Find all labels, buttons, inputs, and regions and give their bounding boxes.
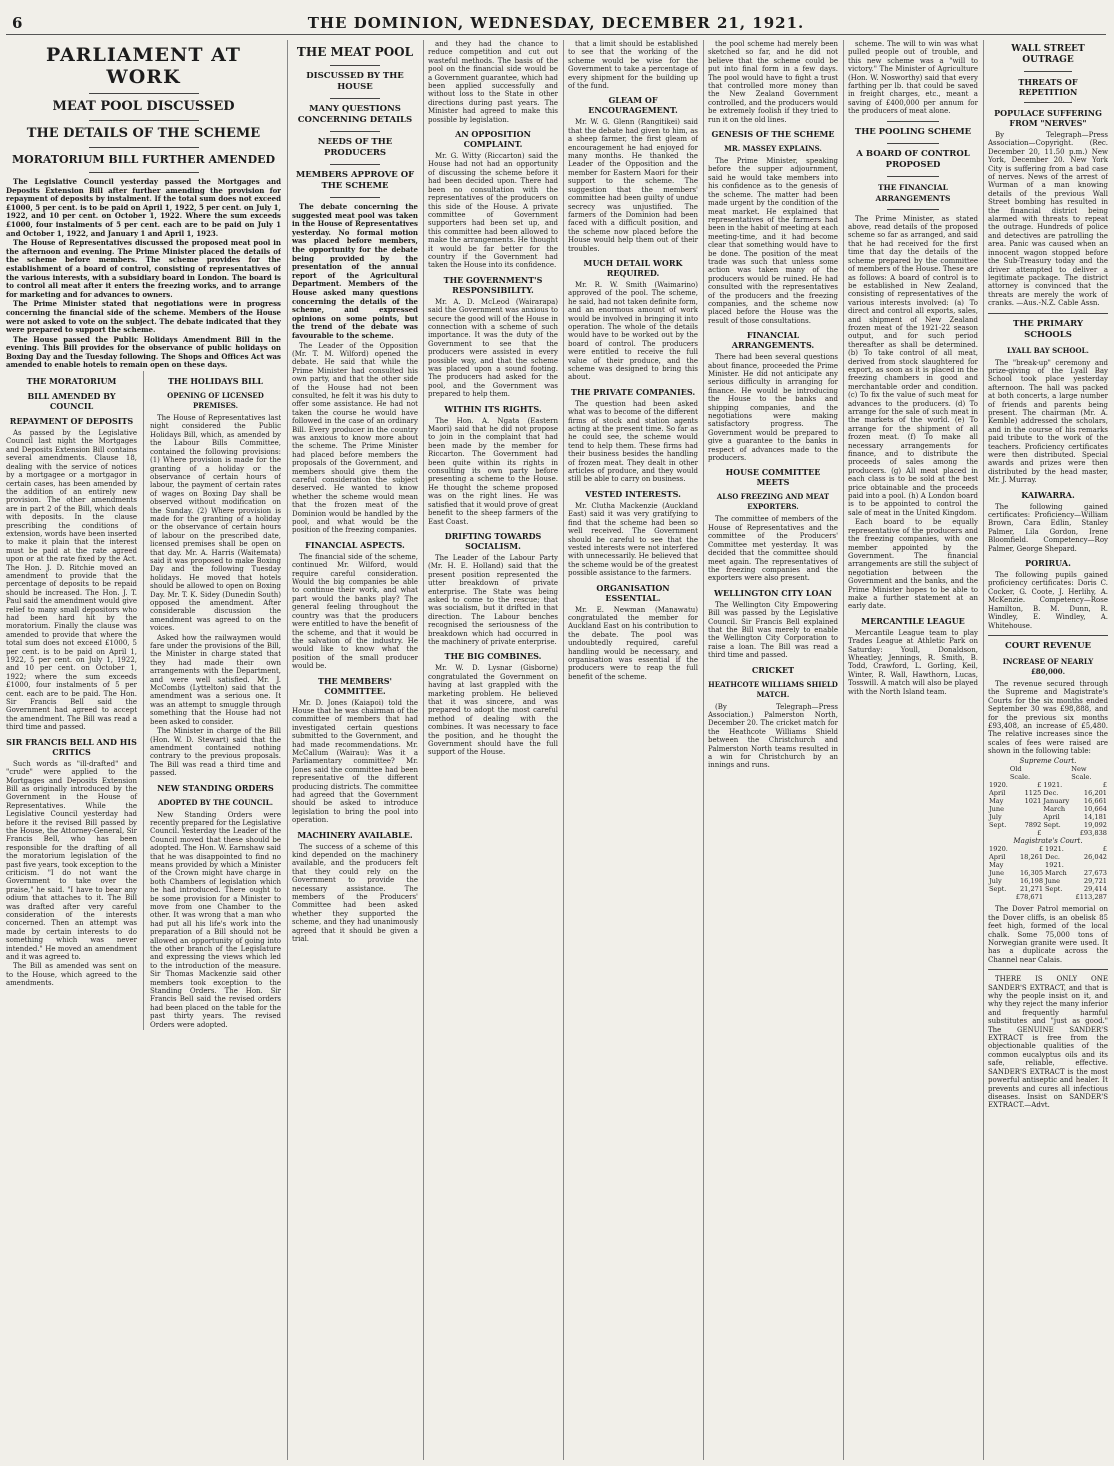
table-cell: June: [1045, 877, 1061, 886]
headline-wall-street: WALL STREET OUTRAGE: [1011, 44, 1085, 65]
table-cell: £93,838: [1079, 828, 1107, 837]
headline-discussed-house: DISCUSSED BY THE HOUSE: [306, 71, 404, 92]
subhead-drifting-socialism: DRIFTING TOWARDS SOCIALISM.: [444, 530, 542, 551]
col7-text-1: The Prime Minister, as stated above, read details of the proposed scheme so far as arranged, and said that he had received for the first time that day the details of the scheme prepared by the committee of members of the House. These are as follows: A board of control is to be established in New Zealand, consisting of representatives of the various interests involved: (a) To direct and control all exports, sales, and shipment of New Zealand frozen meat of the 1921-22 season output, and for such period thereafter as shall be determined. (b) To take control of all meat, derived from stock slaughtered for export, as soon as it is placed in the freezing chambers in good and merchantable order and condition. (c) To fix the value of such meat for advances to the producers. (d) To arrange for the sale of such meat in the markets of the world. (e) To arrange for the shipment of all frozen meat. (f) To make all necessary arrangements for finance, and to distribute the proceeds of sales among the producers. (g) All meat placed in each class is to be sold at the best price obtainable and the proceeds paid into a pool. (h) A London board is to be appointed to control the sale of meat in the United Kingdom.: [848, 214, 978, 517]
page-number: 6: [12, 14, 23, 32]
subhead-adopted-council: ADOPTED BY THE COUNCIL.: [157, 797, 274, 807]
advert-sanders: THERE IS ONLY ONE SANDER'S EXTRACT, and that is why the people insist on it, and why they reject the many inferior and frequently harmful substitutes and "just as good." The GENUINE SANDER'S EXTRACT is free from the objectionable qualities of the common eucalyptus oils and its safe, reliable, effective. SANDER'S EXTRACT is the most powerful antiseptic and healer. It prevents and cures all infectious diseases. Insist on SANDER'S EXTRACT.—Advt.: [988, 975, 1108, 1110]
subhead-standing-orders: NEW STANDING ORDERS: [157, 782, 274, 793]
table-cell: 27,673: [1083, 869, 1107, 878]
subhead-lyall-bay: LYALL BAY SCHOOL.: [1007, 345, 1089, 355]
subhead-wellington-loan: WELLINGTON CITY LOAN: [714, 587, 832, 598]
column-8: [988, 40, 1108, 1460]
headline-court-revenue: COURT REVENUE: [1004, 640, 1092, 651]
col8-text-1: By Telegraph—Press Association—Copyright. (Rec. December 20, 11.50 p.m.) New York, December 20. New York City is suffering from a bad case of nerves. News of the arrest of Wurman of a man knowing details of the previous Wall Street bombing has resulted in the financial district being alarmed with threats to repeat the outrage. Hundreds of police and detectives are patrolling the area. Panic was caused when an innocent wagon stopped before the Sub-Treasury today and the driver attempted to deliver a legitimate package. The district attorney is convinced that the threats are merely the work of cranks. —Aus.-N.Z. Cable Assn.: [988, 131, 1108, 308]
table-cell: 1921.: [1045, 861, 1064, 870]
table-row: [988, 861, 1108, 869]
article-standing-orders-text: New Standing Orders were recently prepared for the Legislative Council. Yesterday the Leader of the Council moved that these should be adopted. The Hon. W. Earnshaw said that he was disappointed to find no means provided by which a Minister of the Crown might have charge in both Chambers of legislation which he had introduced. There ought to be some provision for a Minister to move from one Chamber to the other. It was wrong that a man who had put all his life's work into the preparation of a Bill should not be allowed an opportunity of going into the other branch of the Legislature and expressing the views which led to the introduction of the measure. Sir Thomas Mackenzie said other members took exception to the Standing Orders. The Hon. Sir Francis Bell said the revised orders had been placed on the table for the past thirty years. The revised Orders were adopted.: [150, 810, 281, 1029]
magistrate-court-table: [988, 845, 1108, 901]
table-header-cell: New Scale.: [1071, 764, 1092, 781]
table-cell: Sept.: [1043, 820, 1061, 829]
col6-text-0: the pool scheme had merely been sketched so far, and he did not believe that the scheme could be put into final form in a few days. The pool would have to fight a trust that controlled more money than the New Zealand Government controlled, and the producers would be extremely foolish if they tried to run it on the old lines.: [708, 40, 838, 124]
subhead-members-committee: THE MEMBERS' COMMITTEE.: [318, 675, 392, 696]
headline-pooling-scheme: THE POOLING SCHEME: [854, 126, 972, 137]
headline-parliament: PARLIAMENT AT WORK: [46, 44, 241, 88]
col5-text-2: Mr. R. W. Smith (Waimarino) approved of the pool. The scheme, he said, had not taken definite form, and an enormous amount of work would be involved in bringing it into operation. The whole of the details would have to be worked out by the board of control. The producers were entitled to receive the full value of their produce, and the scheme was designed to bring this about.: [568, 280, 698, 382]
table-header-cell: Old Scale.: [1009, 764, 1031, 781]
col5-text-3: The question had been asked what was to become of the different firms of stock and station agents acting at the present time. So far as he could see, the scheme would tend to help them. These firms had their business besides the handling of frozen meat. They dealt in other articles of produce, and they would still be able to carry on business.: [568, 399, 698, 484]
meat-pool-lead: The debate concerning the suggested meat pool was taken in the House of Representatives yesterday. No formal motion was placed before members, the opportunity for the debate being provided by the presentation of the annual report of the Agricultural Department. Members of the House asked many questions concerning the details of the scheme, and expressed opinions on some points, but the trend of the debate was favourable to the scheme.: [292, 202, 418, 340]
subhead-gleam: GLEAM OF ENCOURAGEMENT.: [588, 95, 678, 116]
table-title-supreme: Supreme Court.: [1019, 756, 1077, 765]
table-row: [988, 829, 1108, 837]
col8-text-3: The following gained certificates: Proficiency—William Brown, Cara Edlin, Stanley Palmer, Lila Gordon, Irene Bloomfield. Competency—Roy Palmer, George Shepard.: [988, 502, 1108, 553]
column-6: [708, 40, 838, 1460]
table-cell: Sept.: [1045, 885, 1063, 894]
table-cell: £: [1037, 828, 1042, 837]
headline-board-control: A BOARD OF CONTROL PROPOSED: [856, 148, 970, 170]
table-header-cell: [1042, 765, 1070, 781]
column-7: [848, 40, 978, 1460]
table-cell: [988, 829, 1009, 837]
table-cell: [988, 893, 1011, 901]
table-cell: £78,671: [1015, 893, 1044, 902]
table-cell: January: [1043, 796, 1070, 805]
table-row: [988, 853, 1108, 861]
table-cell: [1011, 861, 1044, 869]
subhead-porirua: PORIRUA.: [1025, 558, 1071, 569]
masthead-title: THE DOMINION, WEDNESDAY, DECEMBER 21, 1921.: [307, 14, 805, 32]
table-cell: April: [989, 853, 1006, 862]
table-cell: 21,271: [1019, 885, 1044, 894]
lead-paragraph-2: The House of Representatives discussed the proposed meat pool in the afternoon and evening. The Prime Minister placed the details of the scheme before members. The scheme provides for the establishment of a board of control, consisting of representatives of the various interests, with a subsidiary board in London. The board is to control all meat after it enters the freezing works, and to arrange for marketing and for advances to owners.: [6, 238, 281, 299]
table-row: [988, 781, 1108, 789]
meat-pool-text-3: Mr. D. Jones (Kaiapoi) told the House that he was chairman of the committee of members that had investigated certain questions submitted to the Government, and had made recommendations. Mr. McCallum (Wairau): Was it a Parliamentary committee? Mr. Jones said the committee had been representative of the different producing districts. The committee had agreed that the Government should be asked to introduce legislation to bring the pool into operation.: [292, 698, 418, 825]
table-cell: April: [1043, 812, 1060, 821]
article-holidays-text-3: The Minister in charge of the Bill (Hon. W. D. Stewart) said that the amendment contained nothing contrary to the previous proposals. The Bill was read a third time and passed.: [150, 727, 281, 778]
subhead-within-rights: WITHIN ITS RIGHTS.: [444, 403, 542, 414]
col4-text-5: Mr. W. D. Lysnar (Gisborne) congratulated the Government on having at last grappled with the marketing problem. He believed that it was sincere, and was prepared to adopt the most careful method of dealing with the combines. It was necessary to face the position, and he thought the Government should have the full support of the House.: [428, 664, 558, 757]
subhead-detail-work: MUCH DETAIL WORK REQUIRED.: [583, 257, 683, 278]
col8-text-5: The revenue secured through the Supreme and Magistrate's Courts for the six months ended September 30 was £98,888, and for the previous six months £93,408, an increase of £5,480. The relative increases since the scales of fees were raised are shown in the following table:: [988, 679, 1108, 756]
subhead-kaiwarra: KAIWARRA.: [1021, 489, 1075, 500]
table-cell: [1044, 893, 1071, 901]
subhead-massey-explains: MR. MASSEY EXPLAINS.: [724, 144, 822, 154]
table-cell: [1071, 861, 1108, 869]
col8-text-2: The "break-up" ceremony and prize-giving of the Lyall Bay School took place yesterday afternoon. The hall was packed at both concerts, a large number of friends and parents being present. The chairman (Mr. A. Kemble) addressed the scholars, and in the course of his remarks paid tribute to the work of the teachers. Proficiency certificates were then distributed. Special awards and prizes were then distributed by the head master, Mr. J. Murray.: [988, 358, 1108, 485]
col4-text-1: Mr. G. Witty (Riccarton) said the House had not had an opportunity of discussing the scheme before it had been decided upon. There had been no consultation with the representatives of the producers on this side of the House. A private committee of Government supporters had been set up, and this committee had been allowed to make the arrangements. He thought it would be far better for the country if the Government had taken the House into its confidence.: [428, 152, 558, 270]
masthead: [6, 14, 1106, 35]
table-cell: 16,661: [1083, 796, 1107, 805]
col6-text-1: The Prime Minister, speaking before the supper adjournment, said he would take members into his confidence as to the genesis of the scheme. The matter had been made urgent by the condition of the meat market. He explained that representatives of the farmers had been in the habit of meeting at each meeting-time, and it had become clear that something would have to be done. The position of the meat trade was such that unless some action was taken many of the producers would be ruined. He had consulted with the representatives of the producers and the freezing companies, and the scheme now placed before the House was the result of those consultations.: [708, 157, 838, 325]
table-cell: 19,092: [1083, 820, 1107, 829]
table-cell: 16,201: [1083, 788, 1107, 797]
subhead-repayment: REPAYMENT OF DEPOSITS: [9, 416, 134, 427]
table-cell: 16,305: [1019, 869, 1044, 878]
subhead-government-responsibility: THE GOVERNMENT'S RESPONSIBILITY.: [443, 274, 543, 295]
headline-needs-producers: NEEDS OF THE PRODUCERS: [317, 137, 393, 158]
table-cell: June: [989, 869, 1005, 878]
headline-details: THE DETAILS OF THE SCHEME: [26, 126, 261, 141]
column-3: [292, 40, 418, 1460]
subhead-machinery: MACHINERY AVAILABLE.: [297, 829, 413, 840]
col6-text-5: (By Telegraph—Press Association.) Palmerston North, December 20. The cricket match for the Heathcote Williams Shield between the Christchurch and Palmerston North teams resulted in a win for Christchurch by an innings and runs.: [708, 702, 838, 770]
subhead-mercantile-league: MERCANTILE LEAGUE: [861, 615, 965, 626]
headline-meat-pool: THE MEAT POOL: [296, 45, 414, 59]
col5-text-0: that a limit should be established to see that the working of the scheme would be wise for the Government to take a percentage of every shipment for the building up of the fund.: [568, 40, 698, 91]
table-cell: £: [1102, 845, 1107, 854]
col5-text-5: Mr. E. Newman (Manawatu) congratulated the member for Auckland East on his contribution to the debate. The pool was undoubtedly required, careful handling would be necessary, and organisation was essential if the producers were to reap the full benefit of the scheme.: [568, 605, 698, 681]
subhead-cricket: CRICKET: [751, 664, 795, 675]
col6-text-3: The committee of members of the House of Representatives and the committee of the Producers' Committee met yesterday. It was decided that the committee should meet again. The representatives of the freezing companies and the exporters were also present.: [708, 515, 838, 583]
subhead-bill-amended: BILL AMENDED BY COUNCIL: [27, 391, 116, 412]
table-cell: 14,181: [1083, 812, 1107, 821]
subhead-bell-critics: SIR FRANCIS BELL AND HIS CRITICS: [6, 736, 137, 757]
col4-text-4: The Leader of the Labour Party (Mr. H. E. Holland) said that the present position represented the utter breakdown of private enterprise. The State was being asked to come to the rescue; that was socialism, but it drifted in that direction. The Labour benches recognised the seriousness of the breakdown which had occurred in the machinery of private enterprise.: [428, 553, 558, 646]
table-row: [988, 813, 1108, 821]
subhead-holidays-bill: THE HOLIDAYS BILL: [167, 376, 264, 387]
table-cell: Dec.: [1043, 788, 1059, 797]
table-cell: 29,721: [1083, 877, 1107, 886]
table-row: [988, 789, 1108, 797]
subhead-financial-aspects: FINANCIAL ASPECTS.: [305, 539, 405, 550]
table-cell: 10,664: [1083, 804, 1107, 813]
table-row: [988, 797, 1108, 805]
subhead-moratorium: THE MORATORIUM: [26, 376, 117, 387]
table-cell: April: [989, 788, 1006, 797]
col7-text-2: Each board to be equally representative of the producers and the freezing companies, with one member appointed by the Government. The financial arrangements are still the subject of negotiation between the Government and the banks, and the Prime Minister hopes to be able to make a further statement at an early date.: [848, 518, 978, 611]
column-1: [6, 40, 281, 1460]
table-cell: 29,414: [1083, 885, 1107, 894]
headline-meat-pool-discussed: MEAT POOL DISCUSSED: [52, 99, 235, 114]
headline-primary-schools: THE PRIMARY SCHOOLS: [1012, 318, 1084, 340]
table-cell: 1921.: [1045, 845, 1064, 854]
table-cell: £: [1102, 780, 1107, 789]
subhead-vested-interests: VESTED INTERESTS.: [585, 488, 681, 499]
subhead-freezing-exporters: ALSO FREEZING AND MEAT EXPORTERS.: [716, 492, 830, 512]
table-cell: 1125: [1024, 788, 1042, 797]
col4-text-3: The Hon. A. Ngata (Eastern Maori) said that he did not propose to join in the complaint that had been made by the member for Riccarton. The Government had been quite within its rights in consulting its own party before presenting a scheme to the House. He thought the scheme proposed was on the right lines. He was satisfied that it would prove of great benefit to the sheep farmers of the East Coast.: [428, 416, 558, 526]
subhead-private-companies: THE PRIVATE COMPANIES.: [570, 386, 696, 397]
table-header-cell: [988, 765, 1009, 781]
article-holidays-text-2: Asked how the railwaymen would fare under the provisions of the Bill, the Minister in charge stated that they had made their own arrangements with the Department, and were well satisfied. Mr. J. McCombs (Lyttelton) said that the amendment was a serious one. It was an attempt to smuggle through something that the House had not been asked to consider.: [150, 633, 281, 726]
table-cell: Dec.: [1045, 853, 1061, 862]
table-cell: July: [989, 812, 1002, 821]
table-cell: £: [1037, 780, 1042, 789]
table-cell: Sept.: [989, 885, 1007, 894]
col4-text-0: and they had the chance to reduce competition and cut out wasteful methods. The basis of the pool on the financial side would be a Government guarantee, which had been applied successfully and without loss to the State in other directions during past years. The Minister had agreed to make this possible by legislation.: [428, 40, 558, 124]
headline-many-questions: MANY QUESTIONS CONCERNING DETAILS: [297, 104, 413, 125]
lead-paragraph-1: The Legislative Council yesterday passed the Mortgages and Deposits Extension Bill after further amending the provision for repayment of deposits by instalment. If the total sum does not exceed £1000, 5 per cent. is to be paid on April 1, 1922, 5 per cent. on July 1, 1922, and 10 per cent. on October 1, 1922. Where the sum exceeds £1000, four instalments of 5 per cent. each are to be paid on July 1 and October 1, 1922, and January 1 and April 1, 1923.: [6, 177, 281, 238]
table-cell: [1009, 813, 1042, 821]
table-row: [988, 821, 1108, 829]
table-row: [988, 805, 1108, 813]
table-cell: May: [989, 796, 1004, 805]
table-cell: 16,198: [1019, 877, 1044, 886]
table-cell: 18,261: [1019, 853, 1044, 862]
col7-text-0: scheme. The will to win was what pulled people out of trouble, and this new scheme was a "will to victory." The Minister of Agriculture (Hon. W. Nosworthy) said that every farthing per lb. that could be saved in freight charges, etc., meant a saving of £400,000 per annum for the producers of meat alone.: [848, 40, 978, 116]
headline-nerves: POPULACE SUFFERING FROM "NERVES": [994, 108, 1102, 128]
article-bell-text-2: The Bill as amended was sent on to the House, which agreed to the amendments.: [6, 962, 138, 988]
headline-threats: THREATS OF REPETITION: [1018, 77, 1078, 97]
table-cell: Sept.: [989, 820, 1007, 829]
article-moratorium-text: As passed by the Legislative Council last night the Mortgages and Deposits Extension Bill contains several amendments. Clause 18, dealing with the service of notices by a mortgagee or a mortgagor in certain cases, has been amended by the addition of an entirely new provision. The other amendments are in part 2 of the Bill, which deals with deposits. In the clause prescribing the conditions of extension, words have been inserted to make it plain that the interest must be paid at the rate agreed upon or at the rate fixed by the Act. The Hon. J. D. Ritchie moved an amendment to provide that the percentage of deposits to be repaid should be increased. The Hon. J. T. Paul said the amendment would give relief to many small depositors who had been hard hit by the moratorium. Finally the clause was amended to provide that where the total sum does not exceed £1000, 5 per cent. is to be paid on April 1, 1922, 5 per cent. on July 1, 1922, and 10 per cent. on October 1, 1922; where the sum exceeds £1000, four instalments of 5 per cent. each are to be paid. The Hon. Sir Francis Bell said the Government had agreed to accept the amendment. The Bill was read a third time and passed.: [6, 429, 138, 732]
article-bell-text: Such words as "ill-drafted" and "crude" were applied to the Mortgages and Deposits Extension Bill as originally introduced by the Government in the House of Representatives. While the Legislative Council yesterday had before it the revised Bill passed by the House, the Attorney-General, Sir Francis Bell, who has been responsible for the drafting of all the moratorium legislation of the past five years, took exception to the criticism. "I do not want the Government to take over the praise," he said. "I have to bear any odium that attaches to it. The Bill was drafted after very careful consideration of the interests concerned. Then an attempt was made by certain interests to do something which was never intended." He moved an amendment and it was agreed to.: [6, 759, 138, 962]
table-row: [988, 869, 1108, 877]
headline-financial-arrangements: THE FINANCIAL ARRANGEMENTS: [875, 182, 951, 203]
table-row: [988, 893, 1108, 901]
table-cell: March: [1043, 804, 1066, 813]
column-4: [428, 40, 558, 1460]
subhead-licensed-premises: OPENING OF LICENSED PREMISES.: [167, 391, 264, 411]
subhead-increase: INCREASE OF NEARLY £80,000.: [1002, 656, 1094, 676]
table-cell: 1920.: [989, 845, 1008, 854]
lead-paragraph-4: The House passed the Public Holidays Amendment Bill in the evening. This Bill provides for the observance of public holidays on Boxing Day and the Tuesday following. The Shops and Offices Act was amended to enable hotels to remain open on these days.: [6, 334, 281, 370]
table-cell: [1009, 805, 1042, 813]
table-cell: 26,042: [1083, 853, 1107, 862]
article-holidays-text: The House of Representatives last night considered the Public Holidays Bill, which, as amended by the Labour Bills Committee, contained the following provisions: (1) Where provision is made for the granting of a holiday or the observance of certain hours of labour, the payment of certain rates of wages on Boxing Day shall be observed without modification on the Sunday. (2) Where provision is made for the granting of a holiday or the observance of certain hours of labour on the prescribed date, licensed premises shall be open on that day. Mr. A. Harris (Waitemata) said it was proposed to make Boxing Day and the following Tuesday holidays. He moved that hotels should be allowed to open on Boxing Day. Mr. T. K. Sidey (Dunedin South) opposed the amendment. After considerable discussion the amendment was agreed to on the voices.: [150, 414, 281, 633]
table-cell: 1021: [1024, 796, 1042, 805]
headline-moratorium: MORATORIUM BILL FURTHER AMENDED: [11, 153, 276, 166]
subhead-organisation: ORGANISATION ESSENTIAL.: [596, 582, 670, 603]
table-cell: 1920.: [989, 780, 1008, 789]
col5-text-1: Mr. W. G. Glenn (Rangitikei) said that the debate had given to him, as a sheep farmer, the first gleam of encouragement he had enjoyed for many months. He thanked the Leader of the Opposition and the member for Eastern Maori for their support to the scheme. The suggestion that the members' committee had been guilty of undue secrecy was unjustified. The farmers of the Dominion had been faced with a difficult position, and the scheme now placed before the House would help them out of their troubles.: [568, 118, 698, 253]
meat-pool-text-2: The financial side of the scheme, continued Mr. Wilford, would require careful consideration. Would the big companies be able to continue their work, and what part would the banks play? The general feeling throughout the country was that the producers were entitled to have the benefit of the scheme, and that it would be the salvation of the industry. He would like to know what the position of the small producer would be.: [292, 552, 418, 671]
table-row: [988, 885, 1108, 893]
table-title-magistrate: Magistrate's Court.: [1013, 836, 1083, 845]
col8-text-6: The Dover Patrol memorial on the Dover cliffs, is an obelisk 85 feet high, formed of the local chalk. Some 75,000 tons of Norwegian granite were used. It has a duplicate across the Channel near Calais.: [988, 905, 1108, 964]
meat-pool-text-4: The success of a scheme of this kind depended on the machinery available, and the producers felt that they could rely on the Government to provide the necessary assistance. The members of the Producers' Committee had been asked whether they supported the scheme, and they had unanimously agreed that it should be given a trial.: [292, 842, 418, 944]
col8-text-4: The following pupils gained proficiency certificates: Doris C. Cocker, G. Coote, J. Herlihy, A. McKenzie. Competency—Rose Hamilton, B. M. Dunn, R. Windley, E. Windley, A. Whitehouse.: [988, 571, 1108, 630]
table-row: [988, 845, 1108, 853]
subhead-genesis: GENESIS OF THE SCHEME: [711, 129, 835, 140]
col7-text-3: Mercantile League team to play Trades League at Athletic Park on Saturday: Youll, Donaldson, Wheatley, Jennings, R. Smith, B. Todd, Crawford, L. Gorling, Keil, Winter, R. Wall, Hawthorn, Lucas, Tosswill. A match will also be played with the North Island team.: [848, 628, 978, 696]
table-cell: 1921.: [1043, 780, 1063, 789]
lead-paragraph-3: The Prime Minister stated that negotiations were in progress concerning the financial side of the scheme. Members of the House were not asked to vote on the subject. The debate indicated that they were prepared to support the scheme.: [6, 299, 281, 335]
table-row: [988, 877, 1108, 885]
table-cell: £: [1038, 845, 1044, 854]
table-cell: May: [989, 861, 1004, 870]
table-cell: [1042, 829, 1070, 837]
table-cell: July: [989, 877, 1002, 886]
subhead-house-committee: HOUSE COMMITTEE MEETS: [725, 467, 821, 488]
meat-pool-text-1: The Leader of the Opposition (Mr. T. M. Wilford) opened the debate. He said that while the Prime Minister had consulted his own party, and that the other side of the House had not been consulted, he felt it was his duty to offer some assistance. He had not taken the course he would have followed in the case of an ordinary Bill. Every producer in the country was anxious to know more about the scheme. The Prime Minister had placed before members the proposals of the Government, and members should give them the careful consideration the subject deserved. He wanted to know whether the scheme would mean that the frozen meat of the Dominion would be handled by the pool, and what would be the position of the freezing companies.: [292, 341, 418, 535]
supreme-court-table: [988, 765, 1108, 837]
table-cell: June: [989, 804, 1005, 813]
headline-members-approve: MEMBERS APPROVE OF THE SCHEME: [295, 170, 415, 191]
col6-text-2: There had been several questions about finance, proceeded the Prime Minister. He did not anticipate any serious difficulty in arranging for finance. He would be introducing the House to the banks and shipping companies, and the negotiations were making satisfactory progress. The Government would be prepared to give a guarantee to the banks in respect of advances made to the producers.: [708, 353, 838, 463]
table-cell: £113,287: [1075, 893, 1107, 902]
col6-text-4: The Wellington City Empowering Bill was passed by the Legislative Council. Sir Francis Bell explained that the Bill was merely to enable the Wellington City Corporation to raise a loan. The Bill was read a third time and passed.: [708, 600, 838, 660]
subhead-big-combines: THE BIG COMBINES.: [444, 651, 542, 662]
column-5: [568, 40, 698, 1460]
table-cell: 7892: [1024, 820, 1042, 829]
subhead-heathcote: HEATHCOTE WILLIAMS SHIELD MATCH.: [708, 679, 838, 699]
subhead-financial-arrangements: FINANCIAL ARRANGEMENTS.: [731, 330, 815, 351]
col5-text-4: Mr. Clutha Mackenzie (Auckland East) said it was very gratifying to find that the scheme had been so well received. The Government should be careful to see that the vested interests were not interfered with unnecessarily. He believed that the scheme would be of the greatest possible assistance to the farmers.: [568, 501, 698, 578]
col4-text-2: Mr. A. D. McLeod (Wairarapa) said the Government was anxious to secure the good will of the House in connection with a scheme of such importance. It was the duty of the Government to see that the producers were assisted in every possible way, and that the scheme was placed upon a sound footing. The producers had asked for the pool, and the Government was prepared to help them.: [428, 297, 558, 399]
table-cell: March: [1045, 869, 1067, 878]
subhead-opposition-complaint: AN OPPOSITION COMPLAINT.: [455, 129, 531, 150]
table-header-row: [988, 765, 1108, 781]
